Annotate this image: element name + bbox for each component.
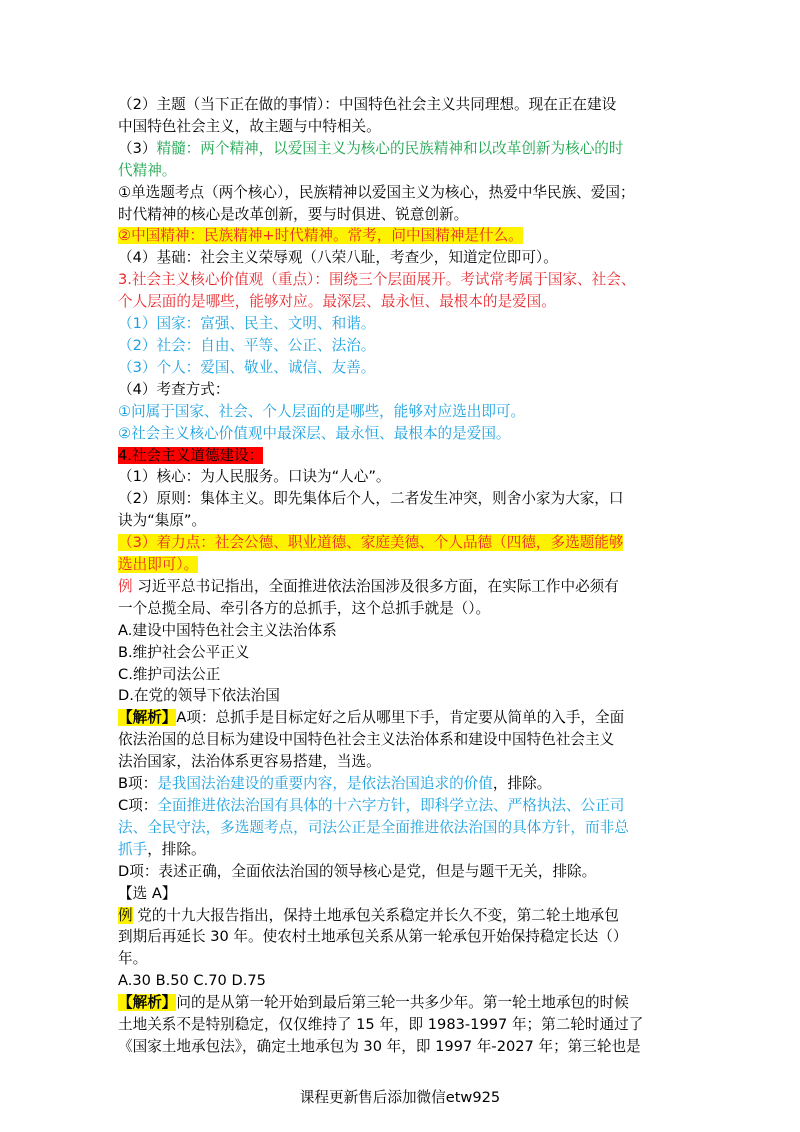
text-segment: B.维护社会公平正义 (118, 643, 250, 661)
text-line (118, 948, 688, 970)
text-line (118, 729, 688, 751)
text-segment: （2）主题（当下正在做的事情）：中国特色社会主义共同理想。现在正在建设 (118, 96, 617, 113)
text-segment: 土地关系不是特别稳定，仅仅维持了 15 年，即 1983-1997 年；第二轮时通过了 (118, 1016, 644, 1034)
text-segment: 4.社会主义道德建设： (118, 446, 264, 464)
text-line (118, 225, 688, 247)
text-segment: 3.社会主义核心价值观（重点）：围绕三个层面展开。考试常考属于国家、社会、 (118, 271, 636, 289)
text-line (118, 707, 688, 729)
text-segment: 选出即可）。 (118, 556, 199, 574)
text-line (118, 1036, 688, 1058)
text-segment: C.维护司法公正 (118, 665, 221, 683)
text-segment: 精髓：两个精神，以爱国主义为核心的民族精神和以改革创新为核心的时 (156, 139, 624, 157)
text-segment: （4）考查方式： (118, 380, 230, 398)
text-segment: 个人层面的是哪些，能够对应。最深层、最永恒、最根本的是爱国。 (118, 293, 556, 311)
text-line (118, 94, 688, 116)
text-line (118, 970, 688, 992)
text-line (118, 992, 688, 1014)
text-segment: C项： (118, 797, 158, 814)
text-line (118, 488, 688, 510)
text-segment: 问的是从第一轮开始到最后第三轮一共多少年。第一轮土地承包的时候 (176, 994, 629, 1012)
text-segment: B项： (118, 775, 158, 793)
text-segment: D项：表述正确，全面依法治国的领导核心是党，但是与题干无关，排除。 (118, 862, 597, 880)
text-segment: 【解析】 (118, 994, 177, 1012)
text-line (118, 160, 688, 182)
text-line (118, 883, 688, 905)
text-segment: ②社会主义核心价值观中最深层、最永恒、最根本的是爱国。 (118, 424, 511, 442)
text-line (118, 335, 688, 357)
text-segment: （2）社会：自由、平等、公正、法治。 (118, 336, 376, 354)
text-line (118, 313, 688, 335)
text-segment: ①单选题考点（两个核心），民族精神以爱国主义为核心，热爱中华民族、爱国； (118, 183, 635, 201)
text-line (118, 138, 688, 160)
text-segment: 党的十九大报告指出，保持土地承包关系稳定并长久不变，第二轮土地承包 (132, 906, 619, 924)
text-segment: 诀为“集原”。 (118, 512, 207, 530)
text-line (118, 401, 688, 423)
text-line (118, 247, 688, 269)
text-segment: A.建设中国特色社会主义法治体系 (118, 621, 337, 639)
text-segment: 时代精神的核心是改革创新，要与时俱进、锐意创新。 (118, 205, 469, 223)
text-segment: ②中国精神：民族精神+时代精神。常考，问中国精神是什么。 (118, 227, 523, 245)
text-segment: A.30 B.50 C.70 D.75 (118, 972, 266, 990)
text-line (118, 905, 688, 927)
text-segment: （1）国家：富强、民主、文明、和谐。 (118, 315, 376, 333)
text-line (118, 532, 688, 554)
text-line (118, 751, 688, 773)
text-segment: 习近平总书记指出，全面推进依法治国涉及很多方面，在实际工作中必须有 (132, 577, 619, 595)
text-segment: （1）核心：为人民服务。口诀为“人心”。 (118, 468, 391, 486)
text-segment: （3）个人：爱国、敬业、诚信、友善。 (118, 358, 376, 376)
page-footer: 课程更新售后添加微信etw925 (299, 1089, 501, 1106)
text-line (118, 291, 688, 313)
text-segment: 【选 A】 (118, 884, 177, 902)
text-segment: （3）着力点：社会公德、职业道德、家庭美德、个人品德（四德，多选题能够 (118, 534, 624, 552)
text-segment: A项：总抓手是目标定好之后从哪里下手，肯定要从简单的入手，全面 (176, 709, 625, 727)
text-line (118, 773, 688, 795)
text-line (118, 642, 688, 664)
text-segment: 【解析】 (118, 709, 177, 727)
text-line (118, 554, 688, 576)
text-line (118, 861, 688, 883)
text-segment: ，排除。 (492, 775, 552, 793)
text-segment: 代精神。 (118, 161, 177, 179)
text-segment: 《国家土地承包法》，确定土地承包为 30 年，即 1997 年-2027 年；第三轮也是 (118, 1037, 641, 1055)
text-segment: ，排除。 (147, 840, 206, 858)
text-line (118, 510, 688, 532)
text-segment: （3） (118, 139, 157, 157)
text-segment: 中国特色社会主义，故主题与中特相关。 (118, 117, 381, 135)
text-line (118, 576, 688, 598)
text-segment: 是我国法治建设的重要内容，是依法治国追求的价值 (157, 775, 493, 793)
text-line (118, 445, 688, 467)
text-line (118, 204, 688, 226)
text-line (118, 685, 688, 707)
text-line (118, 664, 688, 686)
text-segment: ①问属于国家、社会、个人层面的是哪些，能够对应选出即可。 (118, 402, 526, 420)
text-segment: 例 (118, 906, 133, 924)
text-line (118, 926, 688, 948)
text-segment: 例 (118, 577, 133, 595)
text-line (118, 1014, 688, 1036)
document-body (118, 94, 688, 1058)
text-line (118, 598, 688, 620)
text-segment: 抓手 (118, 840, 148, 858)
text-line (118, 817, 688, 839)
text-segment: 全面推进依法治国有具体的十六字方针，即科学立法、严格执法、公正司 (157, 797, 625, 814)
text-line (118, 269, 688, 291)
text-segment: 到期后再延长 30 年。使农村土地承包关系从第一轮承包开始保持稳定长达（） (118, 928, 628, 946)
text-segment: 依法治国的总目标为建设中国特色社会主义法治体系和建设中国特色社会主义 (118, 731, 615, 749)
text-line (118, 620, 688, 642)
text-line (118, 423, 688, 445)
text-line (118, 357, 688, 379)
text-segment: D.在党的领导下依法治国 (118, 687, 280, 705)
text-line (118, 466, 688, 488)
text-line (118, 839, 688, 861)
text-segment: 法、全民守法，多选题考点，司法公正是全面推进依法治国的具体方针，而非总 (118, 818, 629, 836)
text-line (118, 116, 688, 138)
text-segment: （2）原则：集体主义。即先集体后个人，二者发生冲突，则舍小家为大家，口 (118, 490, 624, 508)
text-segment: 一个总揽全局、牵引各方的总抓手，这个总抓手就是（）。 (118, 599, 491, 617)
text-segment: 年。 (118, 950, 148, 968)
text-line (118, 182, 688, 204)
text-line (118, 379, 688, 401)
text-segment: （4）基础：社会主义荣辱观（八荣八耻，考查少，知道定位即可）。 (118, 249, 558, 267)
text-segment: 法治国家，法治体系更容易搭建，当选。 (118, 753, 381, 771)
text-line (118, 795, 688, 817)
